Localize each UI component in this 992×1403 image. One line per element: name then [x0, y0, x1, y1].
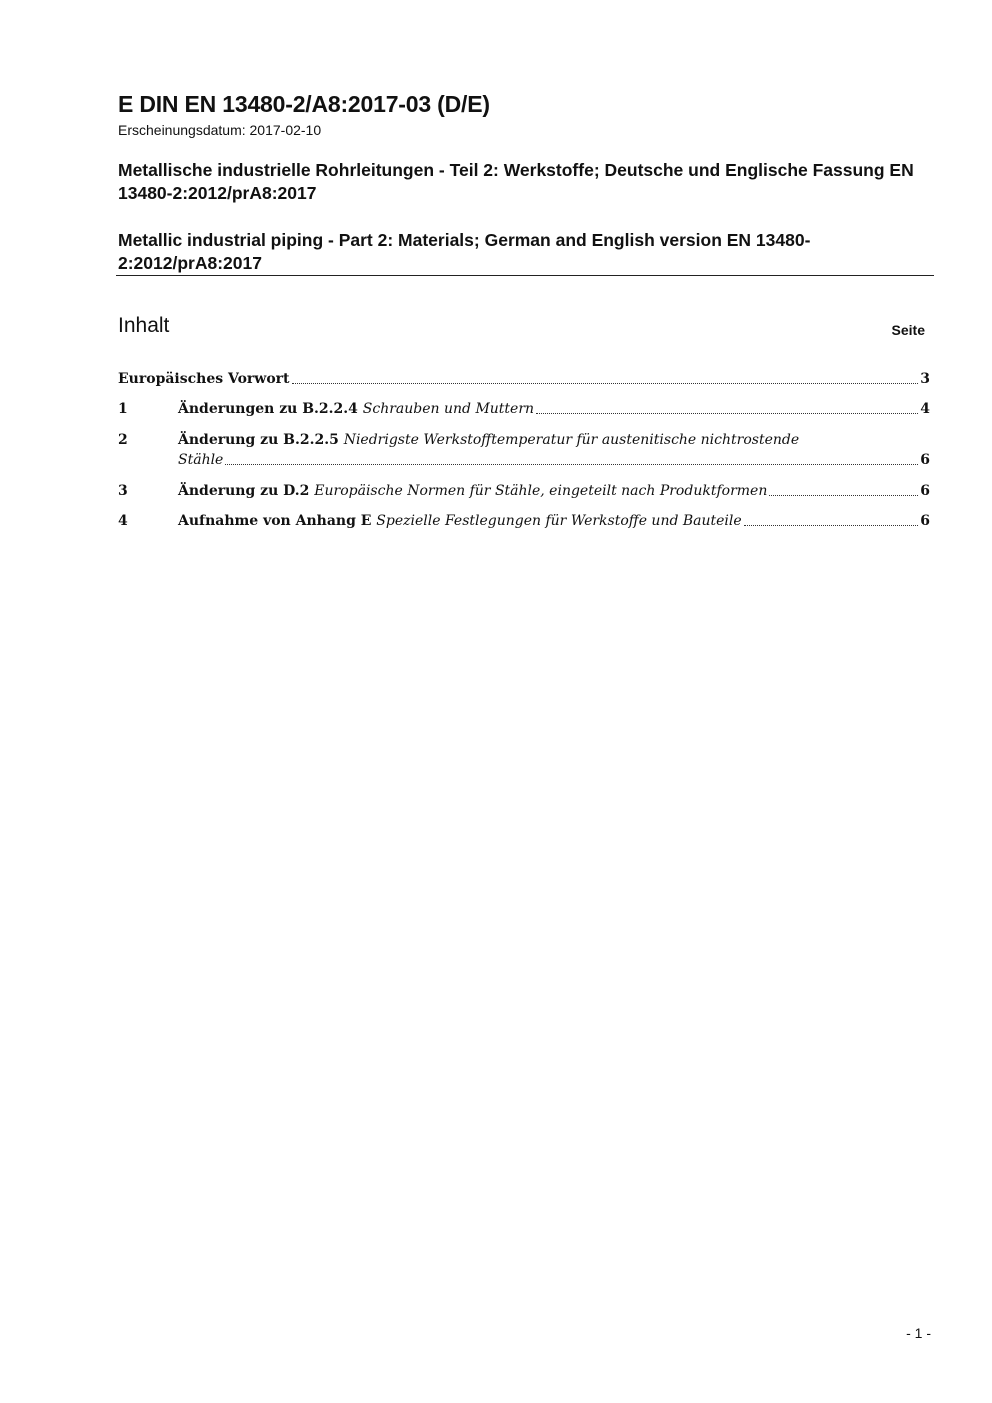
toc-entry-italic: Niedrigste Werkstofftemperatur für austenitische nichtrostende: [343, 432, 800, 448]
title-english: Metallic industrial piping - Part 2: Materials; German and English version EN 13480-2:2012/prA8:2017: [118, 230, 811, 273]
toc-leader: [769, 495, 918, 496]
toc-page-label: Seite: [891, 322, 925, 338]
toc-entry-page: 6: [920, 452, 930, 468]
toc-entry-number: 3: [118, 483, 128, 499]
toc-entry-1[interactable]: [118, 401, 930, 417]
toc-entry-italic: Spezielle Festlegungen für Werkstoffe und Bauteile: [376, 513, 742, 529]
title-german: Metallische industrielle Rohrleitungen - Teil 2: Werkstoffe; Deutsche und Englische Fassung EN 13480-2:2012/prA8:2017: [118, 160, 914, 203]
toc-entry-number: 4: [118, 513, 128, 529]
toc-entry-italic-cont: Stähle: [178, 452, 224, 468]
toc-entry-text: Änderungen zu B.2.2.4: [178, 401, 363, 417]
toc-entry-4[interactable]: [118, 513, 930, 529]
toc-entry-text: Änderung zu B.2.2.5: [178, 432, 344, 448]
toc-entry-foreword[interactable]: [118, 371, 930, 387]
publication-date: Erscheinungsdatum: 2017-02-10: [118, 122, 322, 138]
toc-entry-3[interactable]: [118, 483, 930, 499]
toc-entry-italic: Schrauben und Muttern: [362, 401, 535, 417]
title-divider: [116, 275, 934, 276]
toc-entry-page: 6: [920, 513, 930, 529]
toc-entry-number: 2: [118, 432, 128, 448]
toc-entry-text: Aufnahme von Anhang E: [178, 513, 377, 529]
toc-leader: [744, 525, 919, 526]
toc-entry-text: Änderung zu D.2: [178, 483, 315, 499]
toc-entry-2[interactable]: [118, 432, 930, 468]
toc-entry-page: 4: [920, 401, 930, 417]
toc-entry-number: 1: [118, 401, 128, 417]
page-number: - 1 -: [906, 1325, 931, 1341]
toc-leader: [225, 464, 918, 465]
toc-heading: Inhalt: [118, 314, 170, 337]
toc-entry-text: Europäisches Vorwort: [118, 371, 290, 387]
toc-leader: [536, 413, 918, 414]
document-id: E DIN EN 13480-2/A8:2017-03 (D/E): [118, 91, 490, 117]
toc-entry-page: 6: [920, 483, 930, 499]
toc-entry-page: 3: [920, 371, 930, 387]
toc-leader: [292, 383, 919, 384]
toc-entry-italic: Europäische Normen für Stähle, eingeteilt nach Produktformen: [314, 483, 768, 499]
